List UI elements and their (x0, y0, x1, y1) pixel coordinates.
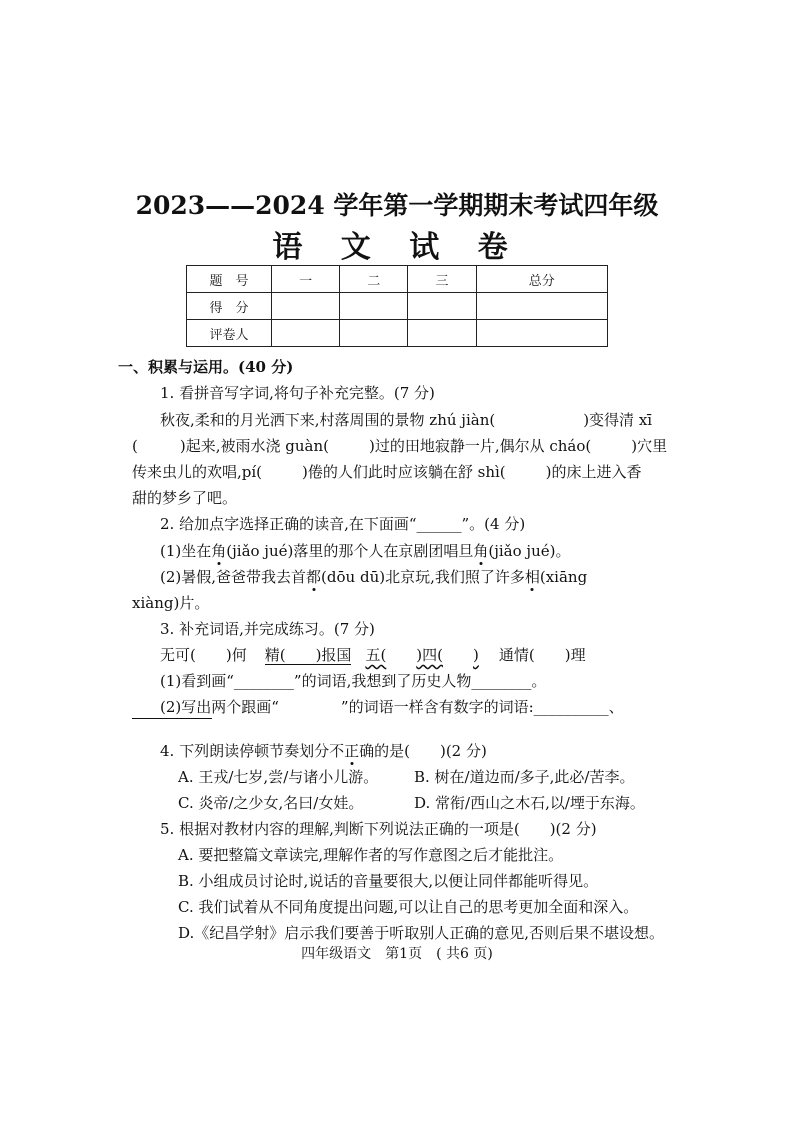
dotted-emphasis: 不正确 (329, 742, 375, 760)
q5-option-c: C. 我们试着从不同角度提出问题,可以让自己的思考更加全面和深入。 (178, 898, 639, 916)
score-cell (408, 320, 476, 347)
q3-part-2 (160, 697, 624, 717)
exam-subtitle: 语 文 试 卷 (272, 230, 522, 265)
q1-line-3 (132, 462, 642, 482)
score-cell (340, 320, 408, 347)
score-table-header: 总分 (476, 266, 607, 293)
score-table (186, 265, 608, 347)
text: 精( (264, 646, 286, 664)
score-table-header: 题 号 (187, 266, 272, 293)
score-table-header: 二 (340, 266, 408, 293)
q2-prompt: 2. 给加点字选择正确的读音,在下面画“______”。(4 分) (160, 515, 526, 533)
text: (1)坐在 (160, 542, 212, 560)
text: )穴里 (631, 437, 668, 455)
text: (jiǎo jué)。 (488, 542, 571, 560)
score-table-header: 三 (408, 266, 476, 293)
score-cell (272, 293, 340, 320)
text: )的床上进入香 (545, 463, 642, 481)
exam-title: 2023——2024 学年第一学期期末考试四年级 (135, 191, 659, 220)
score-row-label: 评卷人 (187, 320, 272, 347)
wavy-blank (279, 700, 341, 712)
underlined-word (265, 646, 352, 665)
text: )变得清 xī (583, 411, 653, 429)
text: )起来,被雨水浇 guàn( (179, 437, 329, 455)
text: )过的田地寂静一片,偶尔从 cháo( (368, 437, 592, 455)
text: )倦的人们此时应该躺在舒 shì( (302, 463, 506, 481)
q5-option-d: D.《纪昌学射》启示我们要善于听取别人正确的意见,否则后果不堪设想。 (178, 924, 665, 942)
score-cell (272, 320, 340, 347)
text: 4. 下列朗读停顿节奏划分 (160, 742, 330, 760)
q1-line-1 (160, 410, 652, 430)
wavy-word (365, 646, 478, 664)
text: (2)暑假,爸爸带我去首 (160, 568, 307, 586)
q3-word-row (160, 645, 586, 665)
score-table-header-row (187, 266, 608, 293)
text: ) (473, 646, 479, 664)
score-table-header: 一 (272, 266, 340, 293)
q4-prompt (160, 741, 487, 761)
q3-prompt: 3. 补充词语,并完成练习。(7 分) (160, 620, 375, 638)
q2-item-2 (160, 567, 587, 587)
text: 的是( )(2 分) (374, 742, 487, 760)
q1-prompt: 1. 看拼音写字词,将句子补充完整。(7 分) (160, 384, 435, 402)
q5-option-a: A. 要把整篇文章读完,理解作者的写作意图之后才能批注。 (178, 846, 564, 864)
text: ”的词语一样含有数字的词语:__________、 (340, 698, 624, 716)
text: )何 (225, 646, 247, 664)
score-cell (340, 293, 408, 320)
text: 五( (365, 646, 387, 664)
score-cell (476, 293, 607, 320)
text: 秋夜,柔和的月光洒下来,村落周围的景物 zhú jiàn( (160, 411, 496, 429)
text: 无可( (160, 646, 196, 664)
text: (2)写出两个跟画“ (160, 698, 279, 716)
q4-option-b: B. 树在/道边而/多子,此必/苦李。 (414, 768, 635, 786)
page-footer: 四年级语文 第1页 ( 共6 页) (301, 946, 493, 962)
q2-item-2-cont: xiàng)片。 (132, 594, 210, 612)
score-row-label: 得 分 (187, 293, 272, 320)
text: 传来虫儿的欢唱,pí( (132, 463, 263, 481)
section-heading: 一、积累与运用。(40 分) (118, 358, 294, 376)
q3-part-1: (1)看到画“________”的词语,我想到了历史人物________。 (160, 672, 547, 690)
answer-line[interactable] (132, 718, 212, 719)
dotted-char: 角 (211, 542, 227, 560)
text: ( (132, 437, 138, 455)
score-table-row (187, 320, 608, 347)
dotted-char: 相 (524, 568, 540, 586)
score-table-row (187, 293, 608, 320)
q4-option-a: A. 王戎/七岁,尝/与诸小儿游。 (178, 768, 379, 786)
text: )四( (416, 646, 444, 664)
score-cell (408, 293, 476, 320)
dotted-char: 都 (306, 568, 322, 586)
q5-prompt: 5. 根据对教材内容的理解,判断下列说法正确的一项是( )(2 分) (160, 820, 597, 838)
text: (dōu dū)北京玩,我们照了许多 (321, 568, 525, 586)
text: 通情( (498, 646, 535, 664)
score-cell (476, 320, 607, 347)
text: )报国 (315, 646, 352, 664)
q2-item-1 (160, 541, 570, 561)
q5-option-b: B. 小组成员讨论时,说话的音量要很大,以便让同伴都能听得见。 (178, 872, 599, 890)
q1-line-4: 甜的梦乡了吧。 (132, 489, 238, 507)
q1-line-2 (132, 436, 667, 456)
text: (xiāng (539, 568, 588, 586)
q4-option-d: D. 常衔/西山之木石,以/堙于东海。 (414, 794, 645, 812)
text: )理 (564, 646, 586, 664)
text: (jiǎo jué)落里的那个人在京剧团唱旦 (226, 542, 474, 560)
q4-option-c: C. 炎帝/之少女,名曰/女娃。 (178, 794, 364, 812)
dotted-char: 角 (473, 542, 489, 560)
